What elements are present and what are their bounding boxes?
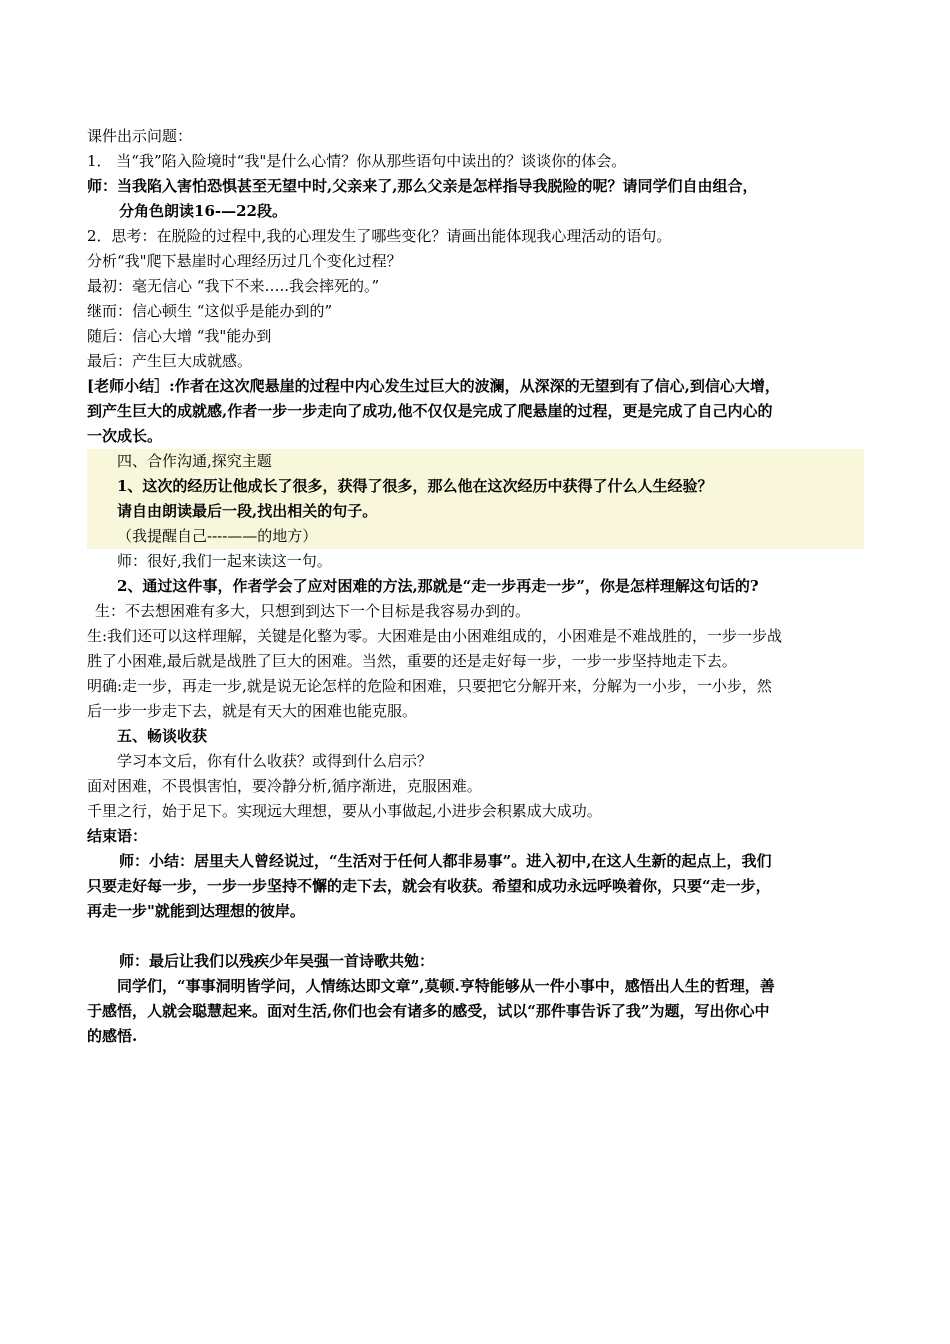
conclusion-line: 只要走好每一步，一步一步坚持不懈的走下去，就会有收获。希望和成功永远呼唤着你，只要“走一步，: [87, 877, 771, 895]
text-line: 1、这次的经历让他成长了很多，获得了很多，那么他在这次经历中获得了什么人生经验？: [117, 477, 713, 495]
section-heading: 五、畅谈收获: [117, 727, 208, 745]
student-line: 生：不去想困难有多大，只想到到达下一个目标是我容易办到的。: [95, 602, 531, 620]
text-line: 学习本文后，你有什么收获？或得到什么启示？: [117, 752, 433, 770]
closing-line: 同学们，“事事洞明皆学问，人情练达即文章”,莫顿.亨特能够从一件小事中，感悟出人生的哲理，善: [117, 977, 775, 995]
teacher-line-cont: 分角色朗读16-—22段。: [119, 202, 287, 220]
text-line: （我提醒自己----——的地方）: [117, 527, 318, 545]
section-heading: 结束语：: [87, 827, 148, 845]
document-page: [87, 124, 867, 1049]
text-line: 师：很好,我们一起来读这一句。: [117, 552, 332, 570]
student-line: 胜了小困难,最后就是战胜了巨大的困难。当然，重要的还是走好每一步，一步一步坚持地走下去。: [87, 652, 737, 670]
stage-line: 随后：信心大增 “我"能办到: [87, 327, 272, 345]
teacher-summary: [老师小结］:作者在这次爬悬崖的过程中内心发生过巨大的波澜，从深深的无望到有了信心,到信心大增，: [87, 377, 780, 395]
blank-line: [87, 924, 867, 949]
conclusion-line: 再走一步"就能到达理想的彼岸。: [87, 902, 305, 920]
question-2: 2．思考：在脱险的过程中,我的心理发生了哪些变化？请画出能体现我心理活动的语句。: [87, 227, 672, 245]
stage-line: 最初：毫无信心 “我下不来…..我会摔死的。”: [87, 277, 380, 295]
stage-line: 最后：产生巨大成就感。: [87, 352, 253, 370]
text-line: 课件出示问题：: [87, 127, 193, 145]
text-line: 2、通过这件事，作者学会了应对困难的方法,那就是“走一步再走一步”，你是怎样理解这句话的?: [117, 577, 759, 595]
section-heading: 四、合作沟通,探究主题: [117, 452, 272, 470]
student-line: 生:我们还可以这样理解，关键是化整为零。大困难是由小困难组成的，小困难是不难战胜的，一步一步战: [87, 627, 783, 645]
teacher-summary: 到产生巨大的成就感,作者一步一步走向了成功,他不仅仅是完成了爬悬崖的过程，更是完成了自己内心的: [87, 402, 773, 420]
clarify-line: 后一步一步走下去，就是有天大的困难也能克服。: [87, 702, 418, 720]
text-line: 千里之行，始于足下。实现远大理想，要从小事做起,小进步会积累成大成功。: [87, 802, 602, 820]
text-line: 请自由朗读最后一段,找出相关的句子。: [117, 502, 378, 520]
teacher-line: 师：当我陷入害怕恐惧甚至无望中时,父亲来了,那么父亲是怎样指导我脱险的呢？请同学们自由组合，: [87, 177, 758, 195]
text-line: 分析“我"爬下悬崖时心理经历过几个变化过程？: [87, 252, 402, 270]
question-1: 1． 当“我”陷入险境时“我"是什么心情？你从那些语句中读出的？谈谈你的体会。: [87, 152, 627, 170]
conclusion-line: 师：小结：居里夫人曾经说过，“生活对于任何人都非易事”。进入初中,在这人生新的起点上，我们: [119, 852, 772, 870]
closing-line: 的感悟.: [87, 1027, 138, 1045]
closing-line: 于感悟，人就会聪慧起来。面对生活,你们也会有诸多的感受，试以“那件事告诉了我”为题，写出你心中: [87, 1002, 770, 1020]
stage-line: 继而：信心顿生 “这似乎是能办到的”: [87, 302, 333, 320]
clarify-line: 明确:走一步，再走一步,就是说无论怎样的危险和困难，只要把它分解开来，分解为一小步，一小步，然: [87, 677, 772, 695]
text-line: 面对困难，不畏惧害怕，要冷静分析,循序渐进，克服困难。: [87, 777, 482, 795]
teacher-line: 师：最后让我们以残疾少年吴强一首诗歌共勉：: [119, 952, 435, 970]
teacher-summary: 一次成长。: [87, 427, 163, 445]
highlighted-section: [87, 449, 864, 549]
